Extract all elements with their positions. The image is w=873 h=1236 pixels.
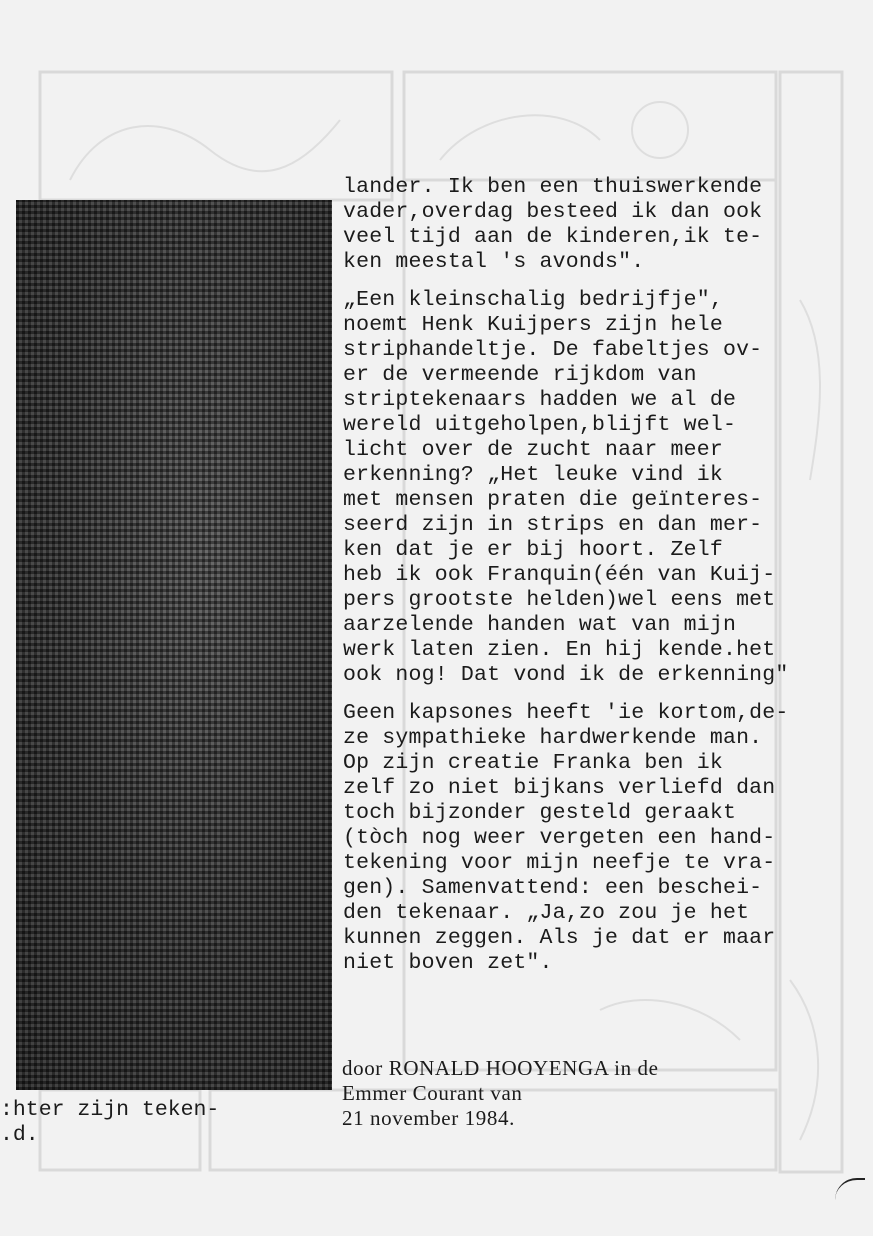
- text-line: gen). Samenvattend: een beschei-: [343, 876, 763, 900]
- paragraph-gap: [343, 275, 853, 288]
- text-line: er de vermeende rijkdom van: [343, 363, 697, 387]
- text-line: ze sympathieke hardwerkende man.: [343, 726, 763, 750]
- caption-line: .d.: [0, 1123, 39, 1147]
- paragraph-1: [343, 175, 853, 275]
- paragraph-3: [343, 701, 853, 976]
- text-line: zelf zo niet bijkans verliefd dan: [343, 776, 776, 800]
- text-line: Op zijn creatie Franka ben ik: [343, 751, 723, 775]
- byline-line: Emmer Courant van: [342, 1081, 523, 1105]
- article-column: [343, 175, 853, 976]
- text-line: toch bijzonder gesteld geraakt: [343, 801, 737, 825]
- text-line: den tekenaar. „Ja,zo zou je het: [343, 901, 750, 925]
- text-line: „Een kleinschalig bedrijfje",: [343, 288, 723, 312]
- text-line: tekening voor mijn neefje te vra-: [343, 851, 776, 875]
- text-line: werk laten zien. En hij kende.het: [343, 638, 776, 662]
- text-line: lander. Ik ben een thuiswerkende: [343, 175, 763, 199]
- text-line: striphandeltje. De fabeltjes ov-: [343, 338, 763, 362]
- text-line: niet boven zet".: [343, 951, 553, 975]
- text-line: erkenning? „Het leuke vind ik: [343, 463, 723, 487]
- text-line: (tòch nog weer vergeten een hand-: [343, 826, 776, 850]
- text-line: vader,overdag besteed ik dan ook: [343, 200, 763, 224]
- photo-halftone: [16, 200, 332, 1090]
- paragraph-gap: [343, 688, 853, 701]
- paragraph-2: [343, 288, 853, 688]
- text-line: Geen kapsones heeft 'ie kortom,de-: [343, 701, 789, 725]
- text-line: veel tijd aan de kinderen,ik te-: [343, 225, 763, 249]
- byline-line: 21 november 1984.: [342, 1106, 515, 1130]
- text-line: wereld uitgeholpen,blijft wel-: [343, 413, 737, 437]
- byline-line: door RONALD HOOYENGA in de: [342, 1056, 659, 1080]
- text-line: met mensen praten die geïnteres-: [343, 488, 763, 512]
- text-line: ken meestal 's avonds".: [343, 250, 645, 274]
- text-line: aarzelende handen wat van mijn: [343, 613, 737, 637]
- byline: [342, 1056, 659, 1131]
- text-line: pers grootste helden)wel eens met: [343, 588, 776, 612]
- caption-line: :hter zijn teken-: [0, 1098, 220, 1122]
- text-line: striptekenaars hadden we al de: [343, 388, 737, 412]
- text-line: kunnen zeggen. Als je dat er maar: [343, 926, 776, 950]
- text-line: noemt Henk Kuijpers zijn hele: [343, 313, 723, 337]
- text-line: licht over de zucht naar meer: [343, 438, 723, 462]
- text-line: ken dat je er bij hoort. Zelf: [343, 538, 723, 562]
- text-line: ook nog! Dat vond ik de erkenning": [343, 663, 789, 687]
- text-line: seerd zijn in strips en dan mer-: [343, 513, 763, 537]
- text-line: heb ik ook Franquin(één van Kuij-: [343, 563, 776, 587]
- photo-caption: [0, 1098, 219, 1148]
